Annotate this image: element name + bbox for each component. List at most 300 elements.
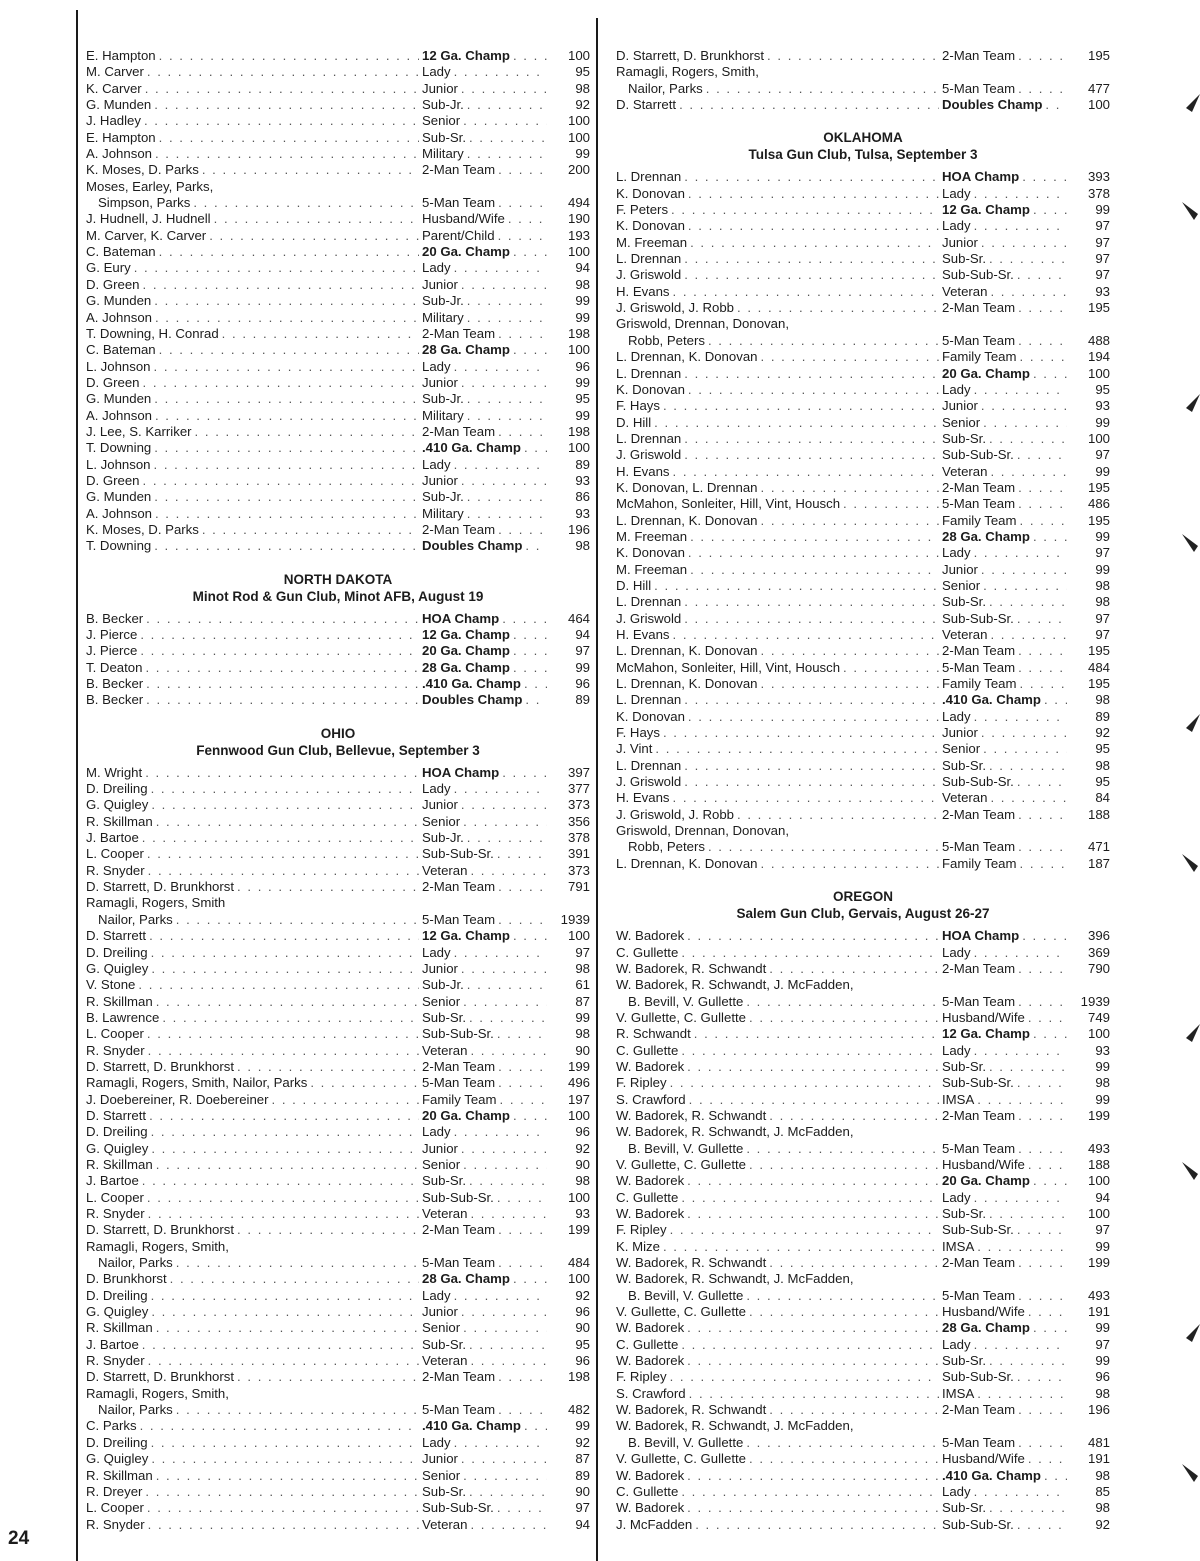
shooter-name-text: E. Hampton [86,48,156,63]
category-text: Sub-Sr. [422,1173,466,1189]
score: 195 [1087,512,1110,528]
shooter-name-text: J. Bartoe [86,830,139,846]
shooter-name-text: L. Cooper [86,1189,144,1205]
dot-leader [1018,1288,1067,1304]
score: 99 [1095,561,1110,577]
event-category [942,1092,1070,1108]
shooter-name-text: G. Quigley [86,960,149,976]
shooter-name [616,366,942,382]
event-category [422,1271,550,1287]
shooter-name-text: L. Drennan [616,594,682,610]
dot-leader [525,692,547,708]
shooter-name [616,1353,942,1369]
shooter-name-text: D. Starrett, D. Brunkhorst [616,48,765,63]
shooter-name-text: R. Skillman [86,813,153,829]
shooter-name-text: V. Stone [86,977,136,993]
dot-leader [761,513,940,529]
result-row [616,1271,1110,1287]
result-row [616,431,1110,447]
dot-leader [974,709,1067,725]
shooter-name-text: R. Snyder [86,1042,145,1058]
shooter-name-text: R. Schwandt [616,1026,691,1042]
dot-leader [151,1451,419,1467]
shooter-name-text: A. Johnson [86,505,152,521]
score: 199 [1087,1107,1110,1123]
result-row [616,1517,1110,1533]
result-row [86,1320,590,1336]
dot-leader [690,235,939,251]
dot-leader [843,660,939,676]
club-heading: Minot Rod & Gun Club, Minot AFB, August 19 [192,588,484,604]
category-text: Husband/Wife [942,1009,1025,1025]
results-section [616,888,1110,1533]
category-text: 12 Ga. Champ [422,627,510,642]
category-text: 2-Man Team [942,479,1016,495]
score: 98 [575,1026,590,1042]
event-category [942,627,1070,643]
event-category [422,326,550,342]
score: 98 [1095,757,1110,773]
shooter-name-text: W. Badorek [616,1206,685,1221]
score: 477 [1087,80,1110,96]
dot-leader [671,202,939,218]
dot-leader [140,627,419,643]
dot-leader [981,235,1067,251]
category-text: Sub-Sr. [942,594,986,610]
result-row [616,823,1110,839]
shooter-name [616,758,942,774]
category-text: 5-Man Team [942,659,1016,675]
shooter-name [616,545,942,561]
binding-mark [1182,1160,1200,1182]
dot-leader [461,1304,547,1320]
dot-leader [195,424,419,440]
shooter-name-text: B. Bevill, V. Gullette [628,1434,744,1450]
result-row [616,961,1110,977]
category-text: 2-Man Team [942,643,1016,659]
shooter-name [86,326,422,342]
shooter-name-text: J. Pierce [86,627,138,642]
result-row [616,1075,1110,1091]
shooter-name-text: K. Donovan [616,381,685,397]
dot-leader [513,342,547,358]
event-category [942,643,1070,659]
club-heading: Salem Gun Club, Gervais, August 26-27 [736,906,990,922]
dot-leader [708,839,939,855]
result-row [86,211,590,227]
dot-leader [237,1059,419,1075]
dot-leader [974,1043,1067,1059]
dot-leader [469,130,547,146]
event-category [422,424,550,440]
dot-leader [498,1222,547,1238]
category-text: Sub-Sr. [422,1336,466,1352]
score: 96 [1095,1369,1110,1385]
category-text: 5-Man Team [942,332,1016,348]
result-row [86,1304,590,1320]
score: 195 [1087,643,1110,659]
shooter-name-text: R. Snyder [86,1206,145,1221]
dot-leader [1033,366,1067,382]
shooter-name [86,260,422,276]
event-category [422,1075,550,1091]
category-text: HOA Champ [422,764,500,780]
shooter-name [616,627,942,643]
shooter-name-text: Nailor, Parks [628,80,703,96]
dot-leader [145,1484,419,1500]
result-row [86,1059,590,1075]
score: 100 [1087,365,1110,381]
score: 61 [575,977,590,993]
shooter-name [616,97,942,113]
dot-leader [467,506,547,522]
state-heading: OHIO [320,725,356,741]
category-text: Sub-Sr. [942,1353,986,1369]
dot-leader [746,1435,939,1451]
result-row [616,627,1110,643]
shooter-name-text: D. Green [86,374,140,390]
result-row [86,473,590,489]
shooter-name-text: A. Johnson [86,407,152,423]
shooter-name [616,1402,942,1418]
dot-leader [154,293,419,309]
results-section [616,48,1110,113]
result-row [86,391,590,407]
dot-leader [673,627,939,643]
shooter-name-text: J. Lee, S. Karriker [86,423,192,439]
shooter-name [86,1402,422,1418]
dot-leader [663,398,939,414]
event-category [422,244,550,260]
shooter-name [86,781,422,797]
dot-leader [497,1190,547,1206]
event-category [942,267,1070,283]
shooter-name [616,284,942,300]
dot-leader [498,1075,547,1091]
category-text: Doubles Champ [422,538,523,554]
event-category [942,725,1070,741]
result-row [86,506,590,522]
score: 100 [1087,1026,1110,1042]
shooter-name-text: F. Ripley [616,1222,667,1238]
score: 99 [1095,528,1110,544]
dot-leader [684,267,939,283]
dot-leader [498,195,547,211]
score: 378 [1087,185,1110,201]
shooter-name-text: L. Cooper [86,1500,144,1516]
dot-leader [1018,839,1067,855]
shooter-name-text: T. Downing [86,538,152,554]
shooter-name-text: D. Brunkhorst [86,1271,167,1287]
category-text: Military [422,309,464,325]
score: 199 [1087,1255,1110,1271]
result-row [86,765,590,781]
event-category [942,1386,1070,1402]
dot-leader [140,643,419,659]
result-row [616,758,1110,774]
category-text: Sub-Sr. [942,1058,986,1074]
dot-leader [990,790,1067,806]
event-category [942,1402,1070,1418]
results-section [616,129,1110,872]
category-text: IMSA [942,1385,975,1401]
shooter-name [86,359,422,375]
event-category [942,529,1070,545]
shooter-name [86,879,422,895]
result-row [86,538,590,554]
score: 195 [1087,300,1110,316]
category-text: Sub-Jr. [422,489,464,505]
event-category [422,1320,550,1336]
shooter-name-text: C. Gullette [616,1042,679,1058]
shooter-name [86,797,422,813]
score: 99 [575,1009,590,1025]
shooter-name-text: G. Quigley [86,1304,149,1320]
score: 98 [1095,1467,1110,1483]
score: 94 [575,1516,590,1532]
category-text: HOA Champ [942,169,1020,185]
category-text: Lady [422,64,451,80]
event-category [942,415,1070,431]
dot-leader [1017,1075,1067,1091]
category-text: 5-Man Team [942,496,1016,512]
shooter-name [616,1288,942,1304]
category-text: 5-Man Team [422,195,496,211]
dot-leader [454,64,547,80]
shooter-name-text: W. Badorek [616,1467,685,1483]
event-category [942,692,1070,708]
score: 98 [575,538,590,554]
dot-leader [1017,1369,1067,1385]
event-category [422,48,550,64]
dot-leader [498,228,547,244]
shooter-name [86,522,422,538]
event-category [422,473,550,489]
shooter-name [86,1108,422,1124]
shooter-name-text: W. Badorek, R. Schwandt, J. McFadden, [616,1124,854,1140]
result-row [616,660,1110,676]
result-row [86,797,590,813]
category-text: Lady [942,381,971,397]
result-row [616,1304,1110,1320]
category-text: 5-Man Team [422,911,496,927]
score: 92 [575,1140,590,1156]
dot-leader [454,781,547,797]
shooter-name-text: V. Gullette, C. Gullette [616,1304,746,1320]
shooter-name-text: G. Quigley [86,1140,149,1156]
dot-leader [145,765,419,781]
result-row [616,382,1110,398]
category-text: 28 Ga. Champ [422,342,510,358]
dot-leader [159,48,419,64]
category-text: 2-Man Team [942,1107,1016,1123]
result-row [616,725,1110,741]
score: 95 [1095,381,1110,397]
category-text: Lady [422,456,451,472]
score: 97 [1095,234,1110,250]
binding-mark [1182,92,1200,114]
score: 94 [1095,1189,1110,1205]
dot-leader [684,594,939,610]
dot-leader [513,627,547,643]
result-row [86,1517,590,1533]
shooter-name [86,1239,590,1255]
shooter-name-text: M. Carver, K. Carver [86,227,207,243]
dot-leader [695,1517,939,1533]
score: 100 [567,1271,590,1287]
shooter-name [86,692,422,708]
category-text: .410 Ga. Champ [422,676,521,692]
category-text: Veteran [422,862,468,878]
result-row [86,48,590,64]
score: 95 [575,1336,590,1352]
shooter-name-text: D. Starrett, D. Brunkhorst [86,1222,235,1238]
category-text: 2-Man Team [942,300,1016,316]
score: 90 [575,1156,590,1172]
category-text: Parent/Child [422,227,495,243]
dot-leader [1018,1141,1067,1157]
dot-leader [989,758,1067,774]
event-category [942,333,1070,349]
shooter-name-text: L. Drennan [616,757,682,773]
dot-leader [654,415,939,431]
shooter-name-text: C. Gullette [616,1336,679,1352]
dot-leader [708,333,939,349]
category-text: 20 Ga. Champ [942,1173,1030,1189]
category-text: 20 Ga. Champ [942,365,1030,381]
shooter-name [616,218,942,234]
dot-leader [463,1157,547,1173]
dot-leader [498,879,547,895]
shooter-name-text: K. Donovan [616,185,685,201]
event-category [422,64,550,80]
shooter-name-text: D. Starrett [616,97,677,113]
event-category [942,300,1070,316]
shooter-name [86,1141,422,1157]
shooter-name-text: Moses, Earley, Parks, [86,178,214,194]
shooter-name-text: L. Drennan [616,365,682,381]
dot-leader [202,522,419,538]
event-category [422,912,550,928]
event-category [942,1353,1070,1369]
event-category [942,464,1070,480]
shooter-name [86,130,422,146]
shooter-name-text: K. Donovan [616,545,685,561]
dot-leader [454,260,547,276]
shooter-name-text: J. Griswold, J. Robb [616,806,734,822]
dot-leader [469,1484,547,1500]
result-row [616,300,1110,316]
shooter-name-text: F. Ripley [616,1369,667,1385]
event-category [422,130,550,146]
dot-leader [156,994,419,1010]
shooter-name-text: R. Skillman [86,1467,153,1483]
result-row [86,293,590,309]
dot-leader [684,758,939,774]
shooter-name-text: W. Badorek [616,1500,685,1516]
shooter-name-text: J. Bartoe [86,1173,139,1189]
score: 97 [575,1500,590,1516]
shooter-name-text: W. Badorek [616,1058,685,1074]
result-row [86,1010,590,1026]
dot-leader [769,1255,939,1271]
event-category [422,228,550,244]
score: 99 [1095,1353,1110,1369]
dot-leader [769,961,939,977]
result-row [86,1369,590,1385]
shooter-name [86,643,422,659]
result-row [616,1500,1110,1516]
shooter-name [616,1124,1110,1140]
score: 194 [1087,349,1110,365]
score: 97 [1095,545,1110,561]
score: 90 [575,1483,590,1499]
shooter-name-text: D. Dreiling [86,1287,148,1303]
shooter-name-text: B. Lawrence [86,1009,160,1025]
result-row [86,846,590,862]
result-row [616,447,1110,463]
score: 397 [567,764,590,780]
event-category [422,1043,550,1059]
category-text: Veteran [422,1206,468,1221]
dot-leader [1017,1517,1067,1533]
dot-leader [148,863,419,879]
shooter-name-text: H. Evans [616,627,670,642]
event-category [942,709,1070,725]
shooter-name-text: K. Moses, D. Parks [86,162,199,178]
category-text: Sub-Sub-Sr. [422,1189,494,1205]
result-row [616,1288,1110,1304]
score: 369 [1087,944,1110,960]
event-category [422,1369,550,1385]
result-row [616,169,1110,185]
shooter-name [616,1517,942,1533]
shooter-name [616,1059,942,1075]
shooter-name-text: Ramagli, Rogers, Smith, [86,1238,229,1254]
result-row [86,146,590,162]
dot-leader [1018,480,1067,496]
score: 195 [1087,479,1110,495]
event-category [942,1369,1070,1385]
dot-leader [159,342,419,358]
shooter-name [86,244,422,260]
result-row [616,366,1110,382]
dot-leader [156,1157,419,1173]
result-row [616,1157,1110,1173]
shooter-name-text: L. Drennan, K. Donovan [616,349,758,365]
category-text: Sub-Sr. [942,1206,986,1221]
shooter-name-text: G. Munden [86,489,152,505]
dot-leader [684,366,939,382]
score: 484 [1087,659,1110,675]
dot-leader [684,774,939,790]
shooter-name [86,342,422,358]
result-row [616,1451,1110,1467]
shooter-name-text: D. Starrett, D. Brunkhorst [86,1058,235,1074]
dot-leader [159,244,419,260]
shooter-name-text: L. Drennan, K. Donovan [616,855,758,871]
binding-mark [1182,1022,1200,1044]
shooter-name-text: K. Donovan [616,708,685,724]
category-text: 2-Man Team [942,48,1016,63]
score: 92 [575,97,590,113]
shooter-name [616,1500,942,1516]
shooter-name [86,310,422,326]
dot-leader [688,709,939,725]
dot-leader [684,169,939,185]
shooter-name [616,1435,942,1451]
category-text: .410 Ga. Champ [422,1418,521,1434]
